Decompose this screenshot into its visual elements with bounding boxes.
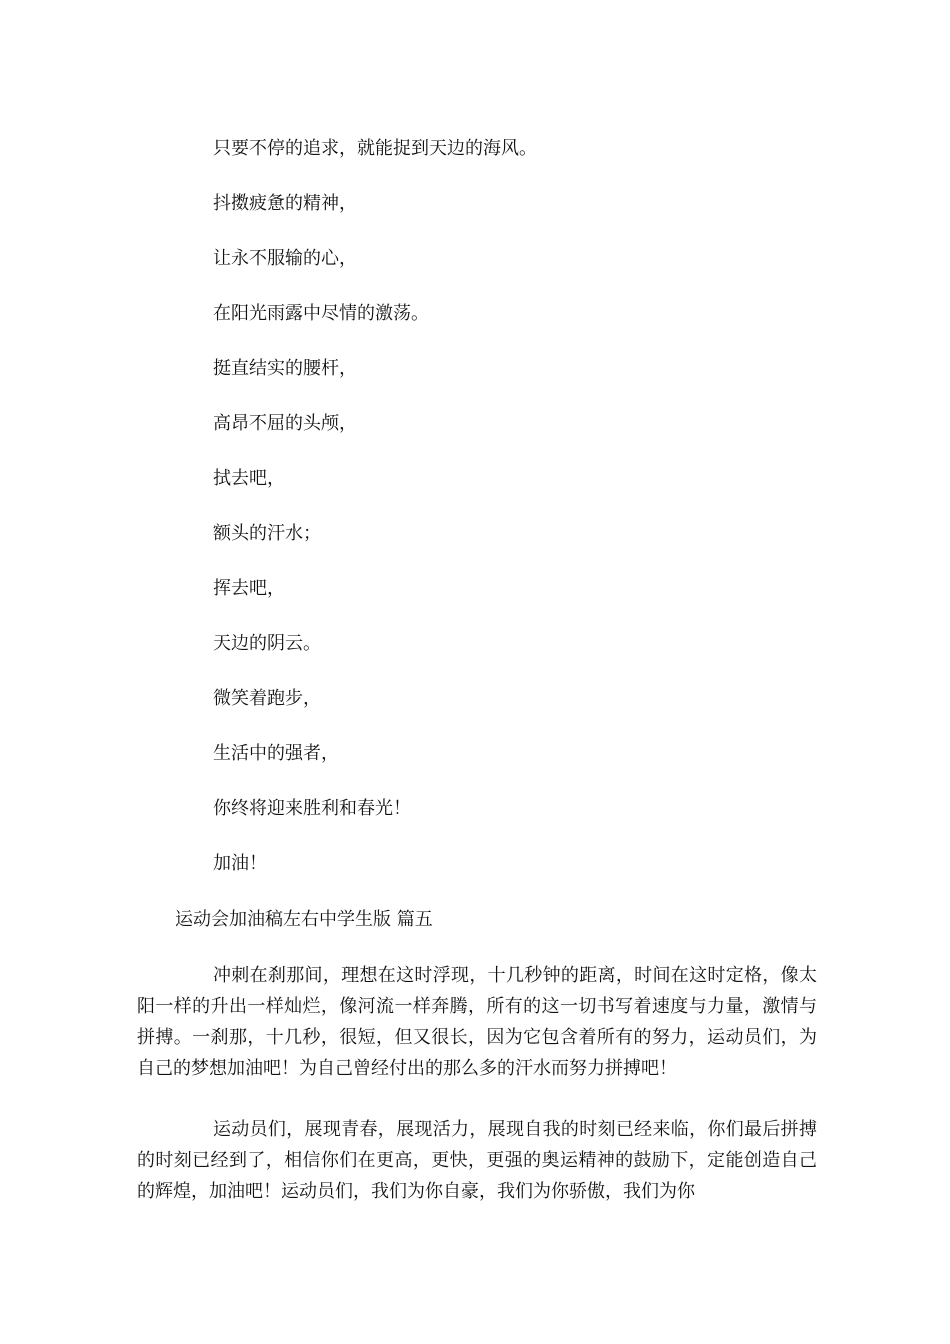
poem-line: 只要不停的追求，就能捉到天边的海风。 — [213, 138, 537, 159]
poem-line: 生活中的强者， — [213, 743, 339, 764]
poem-line: 拭去吧， — [213, 468, 285, 489]
poem-line: 额头的汗水； — [213, 523, 321, 544]
poem-line: 让永不服输的心， — [213, 248, 357, 269]
poem-line: 抖擞疲惫的精神， — [213, 193, 357, 214]
poem-line: 加油！ — [213, 853, 267, 874]
poem-line: 挺直结实的腰杆， — [213, 358, 357, 379]
body-paragraph: 冲刺在刹那间，理想在这时浮现，十几秒钟的距离，时间在这时定格，像太阳一样的升出一样灿烂，像河流一样奔腾，所有的这一切书写着速度与力量，激情与拼搏。一刹那，十几秒，很短，但又很长，因为它包含着所有的努力，运动员们，为自己的梦想加油吧！为自己曾经付出的那么多的汗水而努力拼搏吧！ — [137, 965, 817, 1079]
poem-line: 在阳光雨露中尽情的激荡。 — [213, 303, 429, 324]
poem-line: 挥去吧， — [213, 578, 285, 599]
section-title: 运动会加油稿左右中学生版 篇五 — [175, 909, 433, 930]
poem-line: 天边的阴云。 — [213, 633, 321, 654]
poem-line: 高昂不屈的头颅， — [213, 413, 357, 434]
poem-line: 你终将迎来胜利和春光！ — [213, 798, 411, 819]
poem-line: 微笑着跑步， — [213, 688, 321, 709]
body-paragraph: 运动员们，展现青春，展现活力，展现自我的时刻已经来临，你们最后拼搏的时刻已经到了，相信你们在更高，更快，更强的奥运精神的鼓励下，定能创造自己的辉煌，加油吧！运动员们，我们为你自豪，我们为你骄傲，我们为你 — [137, 1119, 817, 1202]
